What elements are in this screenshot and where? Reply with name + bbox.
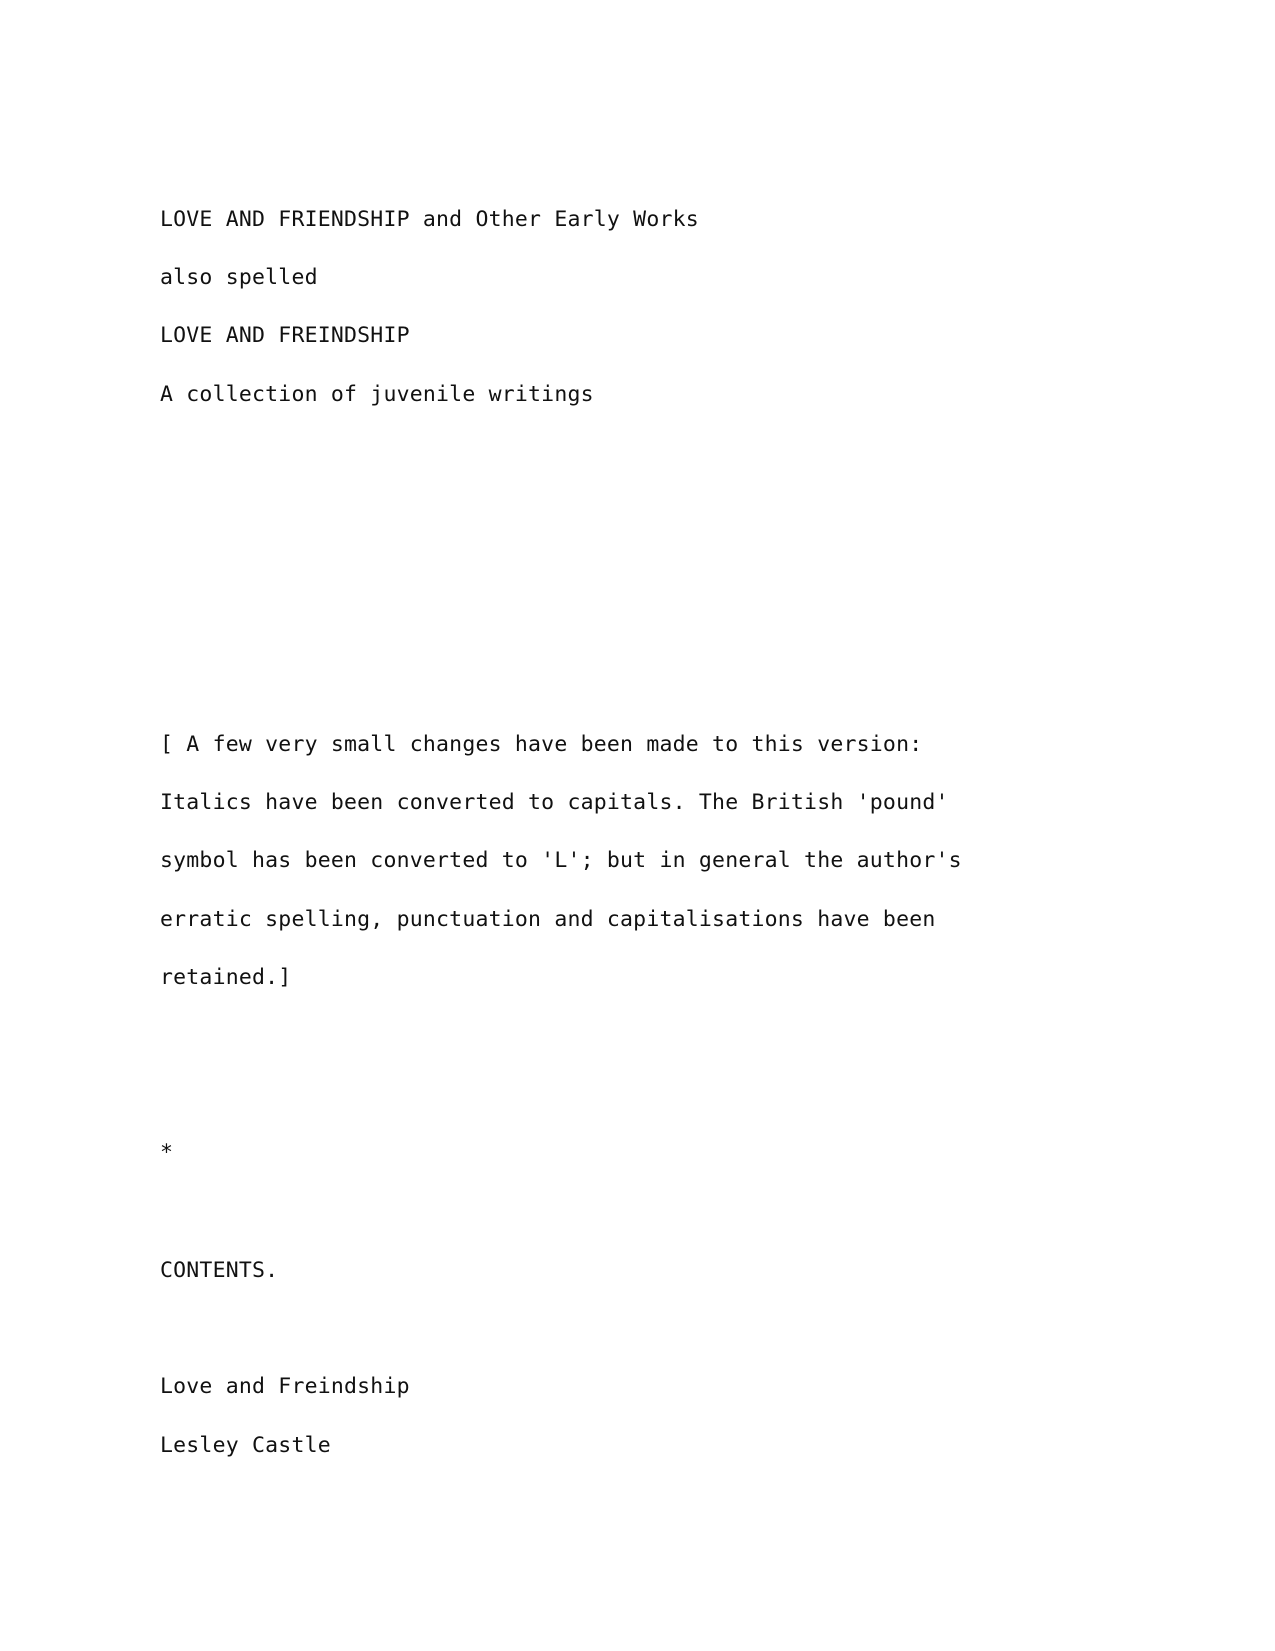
note-line: Italics have been converted to capitals. The British 'pound' [160,790,949,815]
description-line: A collection of juvenile writings [160,382,594,407]
contents-item: Love and Freindship [160,1374,410,1399]
alternate-title-line: LOVE AND FREINDSHIP [160,323,410,348]
title-line: LOVE AND FRIENDSHIP and Other Early Works [160,207,699,232]
note-line: retained.] [160,965,292,990]
subtitle-line: also spelled [160,265,318,290]
contents-item: Lesley Castle [160,1433,331,1458]
contents-heading: CONTENTS. [160,1258,279,1283]
section-separator: * [160,1140,174,1165]
note-line: erratic spelling, punctuation and capitalisations have been [160,907,936,932]
note-line: [ A few very small changes have been made to this version: [160,732,923,757]
note-line: symbol has been converted to 'L'; but in general the author's [160,848,962,873]
